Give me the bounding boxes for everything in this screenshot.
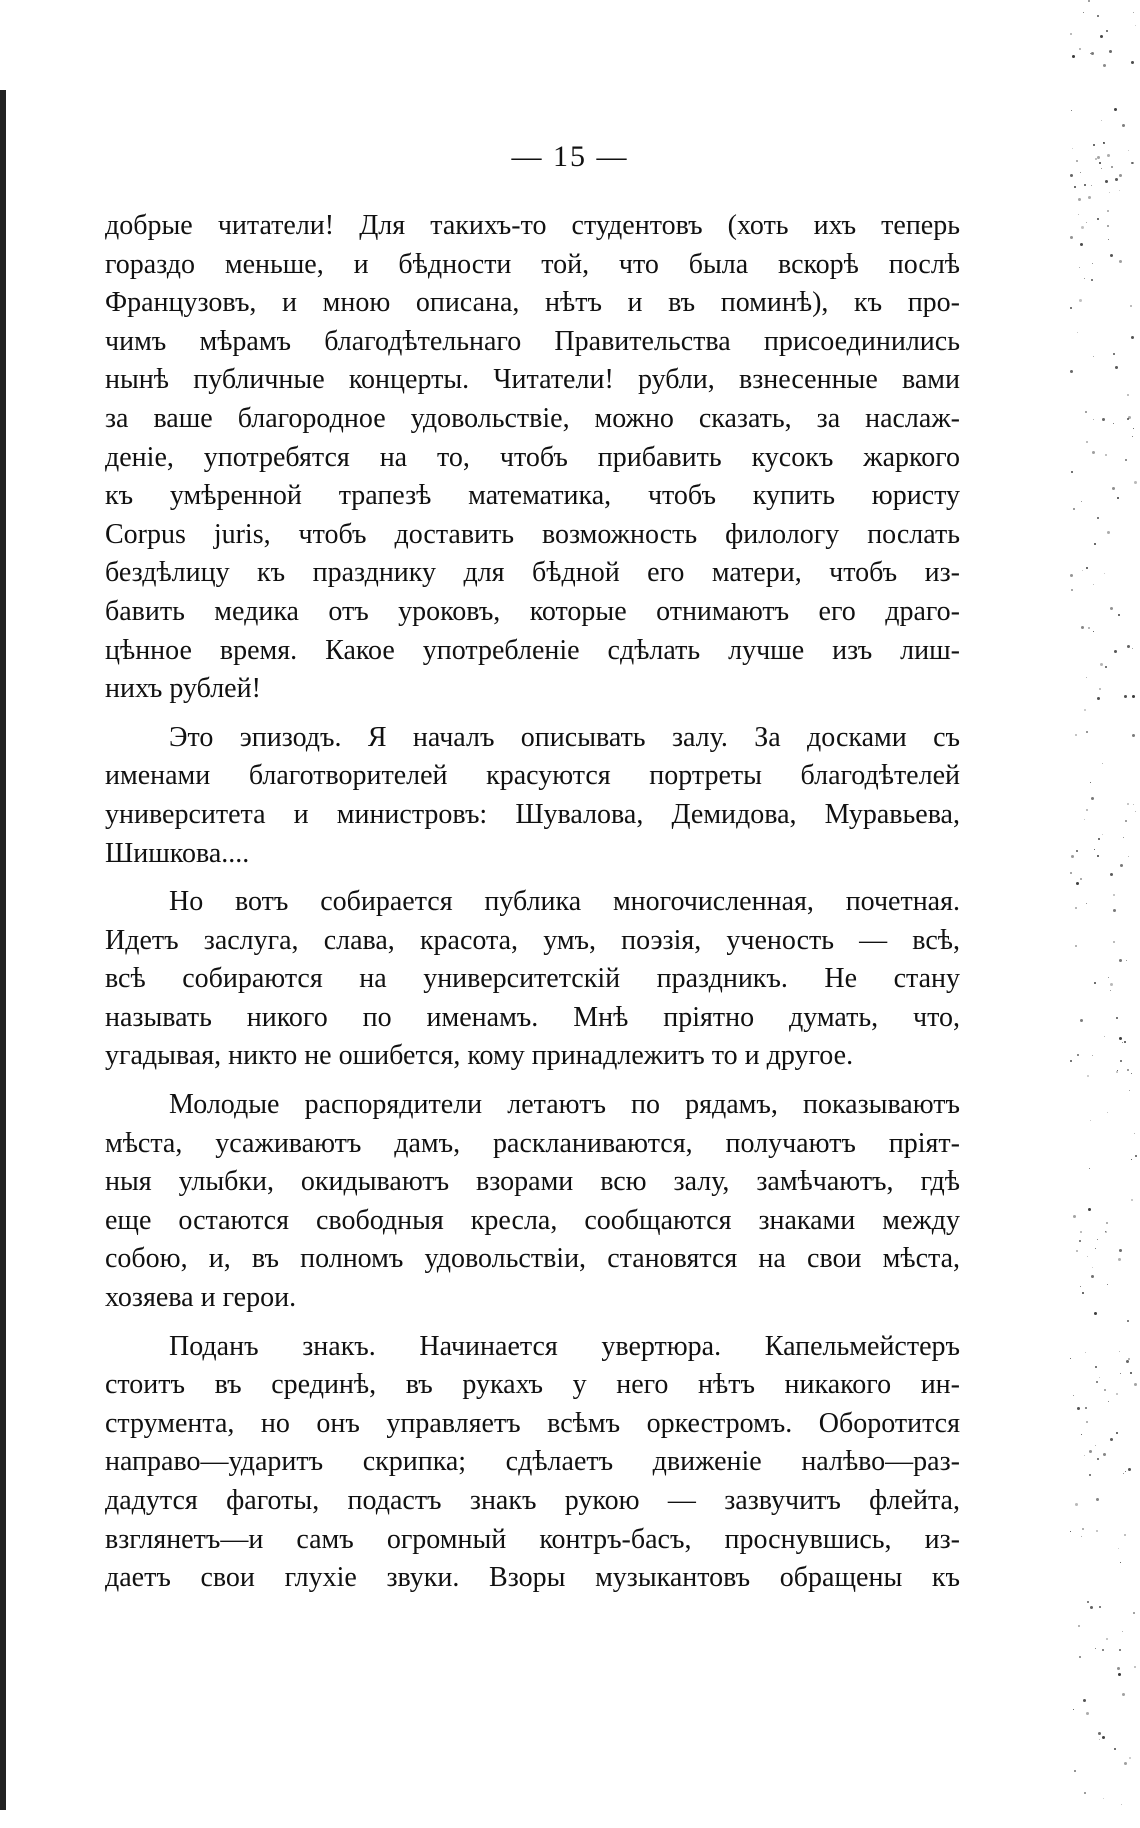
scan-speckle bbox=[1127, 1069, 1129, 1071]
scan-speckle bbox=[1113, 894, 1115, 896]
scan-speckle bbox=[1119, 1351, 1120, 1352]
text-line: Французовъ, и мною описана, нѣтъ и въ поминѣ), къ про- bbox=[105, 287, 960, 319]
scan-speckle bbox=[1087, 1601, 1089, 1603]
scan-speckle bbox=[1080, 878, 1082, 880]
scan-speckle bbox=[1107, 210, 1109, 212]
text-line: именами благотворителей красуются портреты благодѣтелей bbox=[105, 760, 960, 792]
text-line: цѣнное время. Какое употребленіе сдѣлать лучше изъ лиш- bbox=[105, 634, 960, 666]
scan-speckle bbox=[1086, 567, 1088, 569]
scan-speckle bbox=[1087, 1075, 1089, 1077]
scan-speckle bbox=[1107, 1284, 1108, 1285]
scan-speckle bbox=[1130, 305, 1132, 307]
scan-speckle bbox=[1074, 1770, 1076, 1772]
scan-speckle bbox=[1131, 1073, 1132, 1074]
text-line: университета и министровъ: Шувалова, Демидова, Муравьева, bbox=[105, 798, 960, 830]
scan-speckle bbox=[1128, 856, 1129, 857]
scan-speckle bbox=[1070, 574, 1073, 577]
scan-speckle bbox=[1129, 1757, 1131, 1759]
text-line: собою, и, въ полномъ удовольствіи, становятся на свои мѣста, bbox=[105, 1243, 960, 1275]
text-line: направо—ударитъ скрипка; сдѣлаетъ движеніе налѣво—раз- bbox=[105, 1446, 960, 1478]
scan-speckle bbox=[1134, 1133, 1135, 1134]
scan-speckle bbox=[1097, 218, 1099, 220]
scan-speckle bbox=[1098, 1732, 1101, 1735]
scan-speckle bbox=[1075, 734, 1077, 736]
text-line: взглянетъ—и самъ огромный контръ-басъ, проснувшись, из- bbox=[105, 1523, 960, 1555]
scan-speckle bbox=[1101, 120, 1102, 121]
scan-speckle bbox=[1082, 1528, 1084, 1530]
scan-speckle bbox=[1104, 1036, 1105, 1037]
scan-speckle bbox=[1094, 543, 1096, 545]
scan-speckle bbox=[1096, 1530, 1098, 1532]
text-line: бездѣлицу къ празднику для бѣдной его матери, чтобъ из- bbox=[105, 557, 960, 589]
scan-speckle bbox=[1093, 631, 1094, 632]
text-line: Молодые распорядители летаютъ по рядамъ, показываютъ bbox=[169, 1089, 960, 1121]
scan-speckle bbox=[1095, 1248, 1096, 1249]
scan-speckle bbox=[1090, 1606, 1093, 1609]
scan-speckle bbox=[1071, 471, 1073, 473]
scan-speckle bbox=[1133, 428, 1134, 429]
scan-speckle bbox=[1089, 1450, 1092, 1453]
scan-speckle bbox=[1110, 873, 1113, 876]
scan-speckle bbox=[1108, 1401, 1109, 1402]
scan-speckle bbox=[1086, 903, 1087, 904]
scan-speckle bbox=[1116, 1017, 1118, 1019]
scan-speckle bbox=[1131, 61, 1134, 64]
scan-speckle bbox=[1086, 222, 1087, 223]
scan-speckle bbox=[1090, 1120, 1091, 1121]
scan-speckle bbox=[1119, 1649, 1121, 1651]
paragraph-1 bbox=[105, 207, 960, 709]
scan-speckle bbox=[1070, 307, 1072, 309]
scan-speckle bbox=[1084, 278, 1085, 279]
scan-speckle bbox=[1099, 688, 1101, 690]
scan-speckle bbox=[1070, 33, 1072, 35]
scan-speckle bbox=[1095, 1366, 1097, 1368]
scan-speckle bbox=[1108, 239, 1109, 240]
scan-speckle bbox=[1070, 370, 1073, 373]
scan-speckle bbox=[1075, 1503, 1078, 1506]
scan-speckle bbox=[1106, 1638, 1108, 1640]
scan-speckle bbox=[1127, 803, 1129, 805]
scan-speckle bbox=[1122, 124, 1125, 127]
scan-speckle bbox=[1094, 849, 1095, 850]
scan-right-edge-noise bbox=[1070, 0, 1140, 1828]
scan-speckle bbox=[1124, 1041, 1126, 1043]
scan-speckle bbox=[1080, 1286, 1081, 1287]
scan-speckle bbox=[1080, 243, 1083, 246]
text-line: Corpus juris, чтобъ доставить возможность филологу послать bbox=[105, 518, 960, 550]
scan-speckle bbox=[1085, 411, 1087, 413]
scan-speckle bbox=[1134, 1383, 1137, 1386]
scan-speckle bbox=[1076, 850, 1078, 852]
scan-speckle bbox=[1124, 695, 1127, 698]
scan-speckle bbox=[1124, 1762, 1127, 1765]
scan-speckle bbox=[1113, 909, 1116, 912]
text-line: мѣста, усаживаютъ дамъ, раскланиваются, получаютъ пріят- bbox=[105, 1127, 960, 1159]
scan-speckle bbox=[1084, 819, 1085, 820]
scan-speckle bbox=[1099, 1377, 1100, 1378]
scan-speckle bbox=[1081, 626, 1084, 629]
scan-speckle bbox=[1086, 1421, 1088, 1423]
scan-speckle bbox=[1070, 174, 1073, 177]
scan-speckle bbox=[1128, 416, 1131, 419]
scan-speckle bbox=[1114, 1748, 1116, 1750]
scan-speckle bbox=[1073, 1215, 1076, 1218]
scan-speckle bbox=[1125, 1471, 1126, 1472]
scan-speckle bbox=[1085, 1407, 1087, 1409]
scan-speckle bbox=[1073, 508, 1075, 510]
text-line: называть никого по именамъ. Мнѣ пріятно думать, что, bbox=[105, 1001, 960, 1033]
scan-speckle bbox=[1076, 882, 1079, 885]
scan-speckle bbox=[1104, 573, 1105, 574]
scan-speckle bbox=[1084, 1792, 1086, 1794]
scan-speckle bbox=[1077, 1407, 1080, 1410]
scan-speckle bbox=[1100, 663, 1103, 666]
scan-speckle bbox=[1135, 25, 1136, 26]
text-line: чимъ мѣрамъ благодѣтельнаго Правительства присоединились bbox=[105, 325, 960, 357]
scan-speckle bbox=[1103, 1798, 1104, 1799]
scan-speckle bbox=[1091, 279, 1093, 281]
scan-speckle bbox=[1079, 1240, 1081, 1242]
scan-speckle bbox=[1126, 1360, 1129, 1363]
scan-speckle bbox=[1131, 336, 1134, 339]
scan-speckle bbox=[1088, 1208, 1091, 1211]
scan-speckle bbox=[1112, 487, 1115, 490]
scan-speckle bbox=[1079, 1656, 1081, 1658]
scan-speckle bbox=[1107, 1112, 1108, 1113]
scan-speckle bbox=[1106, 1222, 1108, 1224]
scan-speckle bbox=[1120, 1373, 1121, 1374]
scan-speckle bbox=[1135, 1155, 1137, 1157]
paragraph-2 bbox=[105, 719, 960, 873]
text-line: струмента, но онъ управляетъ всѣмъ оркестромъ. Оборотится bbox=[105, 1407, 960, 1439]
scan-speckle bbox=[1107, 531, 1110, 534]
scan-speckle bbox=[1117, 1667, 1120, 1670]
scan-speckle bbox=[1133, 12, 1134, 13]
scan-speckle bbox=[1119, 190, 1120, 191]
scan-speckle bbox=[1094, 1312, 1097, 1315]
scan-speckle bbox=[1104, 1389, 1106, 1391]
scan-speckle bbox=[1122, 1693, 1125, 1696]
scan-speckle bbox=[1092, 1267, 1093, 1268]
scan-speckle bbox=[1128, 1358, 1130, 1360]
scan-speckle bbox=[1119, 260, 1122, 263]
scan-speckle bbox=[1102, 1649, 1104, 1651]
scan-speckle bbox=[1131, 1199, 1133, 1201]
scan-speckle bbox=[1113, 423, 1114, 424]
scan-speckle bbox=[1099, 1739, 1100, 1740]
scan-speckle bbox=[1070, 1531, 1071, 1532]
text-line: ныя улыбки, окидываютъ взорами всю залу, замѣчаютъ, гдѣ bbox=[105, 1166, 960, 1198]
scan-speckle bbox=[1109, 50, 1112, 53]
scan-speckle bbox=[1086, 731, 1088, 733]
scan-speckle bbox=[1116, 1393, 1118, 1395]
text-line: бавить медика отъ уроковъ, которые отнимаютъ его драго- bbox=[105, 595, 960, 627]
text-line: дадутся фаготы, подастъ знакъ рукою — зазвучитъ флейта, bbox=[105, 1485, 960, 1516]
scan-speckle bbox=[1119, 959, 1122, 962]
scan-speckle bbox=[1096, 1381, 1098, 1383]
scan-speckle bbox=[1110, 607, 1113, 610]
scan-speckle bbox=[1085, 1352, 1086, 1353]
text-line: за ваше благородное удовольствіе, можно сказать, за наслаж- bbox=[105, 402, 960, 434]
scan-speckle bbox=[1076, 1250, 1078, 1252]
scan-speckle bbox=[1071, 589, 1073, 591]
scan-speckle bbox=[1070, 1060, 1072, 1062]
scan-speckle bbox=[1118, 614, 1120, 616]
scan-speckle bbox=[1105, 454, 1107, 456]
scan-speckle bbox=[1122, 1631, 1123, 1632]
scan-speckle bbox=[1089, 1168, 1090, 1169]
scan-speckle bbox=[1070, 872, 1072, 874]
text-line: гораздо меньше, и бѣдности той, что была вскорѣ послѣ bbox=[105, 248, 960, 280]
scan-speckle bbox=[1102, 834, 1103, 835]
scan-speckle bbox=[1122, 1042, 1123, 1043]
scan-speckle bbox=[1127, 394, 1129, 396]
scan-speckle bbox=[1118, 1258, 1121, 1261]
scan-speckle bbox=[1081, 226, 1084, 229]
scan-speckle bbox=[1071, 855, 1074, 858]
scan-speckle bbox=[1120, 1060, 1122, 1062]
text-line: нихъ рублей! bbox=[105, 673, 261, 705]
scan-speckle bbox=[1084, 709, 1086, 711]
scan-speckle bbox=[1070, 236, 1073, 239]
scan-speckle bbox=[1075, 945, 1077, 947]
scan-speckle bbox=[1113, 353, 1115, 355]
scan-speckle bbox=[1118, 1548, 1119, 1549]
scan-speckle bbox=[1070, 1358, 1071, 1359]
scan-speckle bbox=[1097, 697, 1100, 700]
scan-speckle bbox=[1105, 1231, 1106, 1232]
scan-speckle bbox=[1110, 983, 1113, 986]
scan-speckle bbox=[1088, 627, 1090, 629]
scan-speckle bbox=[1114, 108, 1117, 111]
scan-speckle bbox=[1097, 855, 1099, 857]
scan-speckle bbox=[1109, 192, 1110, 193]
scan-speckle bbox=[1093, 419, 1094, 420]
scan-speckle bbox=[1078, 1625, 1080, 1627]
scan-speckle bbox=[1093, 584, 1094, 585]
scan-speckle bbox=[1089, 1474, 1091, 1476]
scan-speckle bbox=[1091, 52, 1094, 55]
scan-speckle bbox=[1079, 267, 1080, 268]
page-number: — 15 — bbox=[511, 140, 629, 173]
scan-speckle bbox=[1116, 1432, 1118, 1434]
scan-speckle bbox=[1131, 1159, 1132, 1160]
scan-left-edge bbox=[0, 90, 6, 1810]
scan-speckle bbox=[1088, 0, 1090, 2]
scan-speckle bbox=[1082, 1292, 1084, 1294]
scan-speckle bbox=[1081, 501, 1082, 502]
scan-speckle bbox=[1134, 1666, 1136, 1668]
body-text bbox=[105, 207, 960, 1598]
scan-speckle bbox=[1079, 48, 1081, 50]
text-line: стоитъ въ срединѣ, въ рукахъ у него нѣтъ никакого ин- bbox=[105, 1369, 960, 1401]
scan-speckle bbox=[1120, 1562, 1121, 1563]
scan-speckle bbox=[1106, 30, 1108, 32]
scan-speckle bbox=[1127, 645, 1130, 648]
scan-speckle bbox=[1125, 459, 1127, 461]
scan-speckle bbox=[1091, 1275, 1094, 1278]
scan-speckle bbox=[1135, 811, 1136, 812]
scan-speckle bbox=[1105, 180, 1108, 183]
scan-speckle bbox=[1083, 1699, 1086, 1702]
scan-speckle bbox=[1098, 838, 1100, 840]
scan-speckle bbox=[1097, 517, 1099, 519]
scan-speckle bbox=[1102, 1736, 1105, 1739]
scan-speckle bbox=[1133, 804, 1134, 805]
scan-speckle bbox=[1117, 497, 1119, 499]
scan-speckle bbox=[1092, 1055, 1093, 1056]
scan-speckle bbox=[1078, 214, 1079, 215]
scan-speckle bbox=[1127, 1320, 1129, 1322]
scan-speckle bbox=[1125, 820, 1127, 822]
scan-speckle bbox=[1091, 797, 1094, 800]
scan-speckle bbox=[1118, 1673, 1121, 1676]
scan-speckle bbox=[1074, 186, 1076, 188]
paragraph-4 bbox=[105, 1086, 960, 1318]
scan-speckle bbox=[1094, 982, 1096, 984]
scan-speckle bbox=[1110, 1438, 1113, 1441]
scan-speckle bbox=[1103, 1453, 1106, 1456]
scan-speckle bbox=[1107, 225, 1109, 227]
scan-speckle bbox=[1099, 1606, 1101, 1608]
text-line: хозяева и герои. bbox=[105, 1282, 297, 1314]
text-line: угадывая, никто не ошибется, кому принадлежитъ то и другое. bbox=[105, 1040, 854, 1072]
scan-speckle bbox=[1077, 1054, 1079, 1056]
scan-speckle bbox=[1084, 1455, 1085, 1456]
scan-speckle bbox=[1080, 1019, 1083, 1022]
text-line: деніе, употребятся на то, чтобъ прибавить кусокъ жаркого bbox=[105, 441, 960, 473]
scan-speckle bbox=[1072, 55, 1075, 58]
scan-speckle bbox=[1132, 734, 1135, 737]
scan-speckle bbox=[1075, 907, 1077, 909]
scan-speckle bbox=[1126, 960, 1127, 961]
scan-speckle bbox=[1093, 356, 1094, 357]
scan-speckle bbox=[1132, 436, 1133, 437]
scan-speckle bbox=[1119, 1037, 1122, 1040]
text-line: къ умѣренной трапезѣ математика, чтобъ купить юристу bbox=[105, 480, 960, 512]
scan-speckle bbox=[1120, 864, 1123, 867]
scan-speckle bbox=[1088, 196, 1091, 199]
text-line: еще остаются свободныя кресла, сообщаются знаками между bbox=[105, 1204, 960, 1236]
scan-speckle bbox=[1078, 198, 1081, 201]
scan-speckle bbox=[1110, 990, 1111, 991]
text-line: Идетъ заслуга, слава, красота, умъ, поэзія, ученость — всѣ, bbox=[105, 924, 960, 956]
scan-speckle bbox=[1102, 763, 1103, 764]
scan-speckle bbox=[1130, 1372, 1132, 1374]
scan-speckle bbox=[1097, 1458, 1099, 1460]
scan-speckle bbox=[1114, 650, 1117, 653]
scan-speckle bbox=[1084, 184, 1086, 186]
scan-speckle bbox=[1124, 1534, 1126, 1536]
text-line: даетъ свои глухіе звуки. Взоры музыкантовъ обращены къ bbox=[105, 1562, 960, 1594]
scan-speckle bbox=[1086, 809, 1088, 811]
scan-speckle bbox=[1123, 1473, 1124, 1474]
scan-speckle bbox=[1081, 1434, 1082, 1435]
scan-speckle bbox=[1132, 695, 1135, 698]
scan-speckle bbox=[1116, 1071, 1118, 1073]
text-line: добрые читатели! Для такихъ-то студентовъ (хоть ихъ теперь bbox=[105, 210, 960, 241]
scan-speckle bbox=[1097, 1239, 1098, 1240]
scan-speckle bbox=[1100, 35, 1103, 38]
scan-speckle bbox=[1086, 441, 1088, 443]
scan-speckle bbox=[1133, 1612, 1135, 1614]
text-line: всѣ собираются на университетскій праздникъ. Не стану bbox=[105, 963, 960, 995]
scan-speckle bbox=[1082, 570, 1083, 571]
scan-speckle bbox=[1073, 1709, 1074, 1710]
scan-speckle bbox=[1086, 677, 1087, 678]
scan-speckle bbox=[1113, 941, 1115, 943]
scan-speckle bbox=[1079, 299, 1082, 302]
text-line: Шишкова.... bbox=[105, 837, 250, 869]
scan-speckle bbox=[1108, 977, 1109, 978]
scan-speckle bbox=[1096, 1498, 1099, 1501]
scan-speckle bbox=[1092, 451, 1095, 454]
scan-speckle bbox=[1121, 1804, 1122, 1805]
scan-speckle bbox=[1123, 837, 1124, 838]
scan-speckle bbox=[1119, 174, 1122, 177]
scan-speckle bbox=[1115, 366, 1118, 369]
scan-speckle bbox=[1071, 110, 1072, 111]
scan-speckle bbox=[1103, 64, 1106, 67]
scan-speckle bbox=[1128, 1468, 1131, 1471]
text-line: Но вотъ собирается публика многочисленная, почетная. bbox=[169, 886, 960, 918]
scan-speckle bbox=[1119, 1249, 1122, 1252]
scan-speckle bbox=[1086, 1712, 1089, 1715]
scan-speckle bbox=[1091, 185, 1092, 186]
scan-speckle bbox=[1097, 15, 1099, 17]
scan-speckle bbox=[1115, 178, 1118, 181]
text-line: Поданъ знакъ. Начинается увертюра. Капельмейстеръ bbox=[169, 1330, 960, 1362]
scan-speckle bbox=[1134, 481, 1137, 484]
scan-speckle bbox=[1095, 1445, 1096, 1446]
scan-speckle bbox=[1081, 1536, 1082, 1537]
scan-speckle bbox=[1090, 782, 1091, 783]
scan-speckle bbox=[1083, 12, 1084, 13]
scan-speckle bbox=[1105, 666, 1107, 668]
scan-speckle bbox=[1102, 418, 1105, 421]
text-line: Это эпизодъ. Я началъ описывать залу. За досками съ bbox=[169, 721, 960, 753]
scan-speckle bbox=[1092, 263, 1093, 264]
scan-speckle bbox=[1073, 1395, 1074, 1396]
scan-speckle bbox=[1132, 648, 1133, 649]
scan-speckle bbox=[1077, 332, 1078, 333]
scan-speckle bbox=[1080, 1231, 1082, 1233]
scan-speckle bbox=[1087, 1256, 1088, 1257]
scan-speckle bbox=[1129, 1090, 1130, 1091]
scan-speckle bbox=[1095, 1648, 1096, 1649]
paragraph-3 bbox=[105, 883, 960, 1076]
text-line: нынѣ публичные концерты. Читатели! рубли, взнесенные вами bbox=[105, 364, 960, 396]
scan-speckle bbox=[1110, 254, 1113, 257]
paragraph-5 bbox=[105, 1328, 960, 1598]
